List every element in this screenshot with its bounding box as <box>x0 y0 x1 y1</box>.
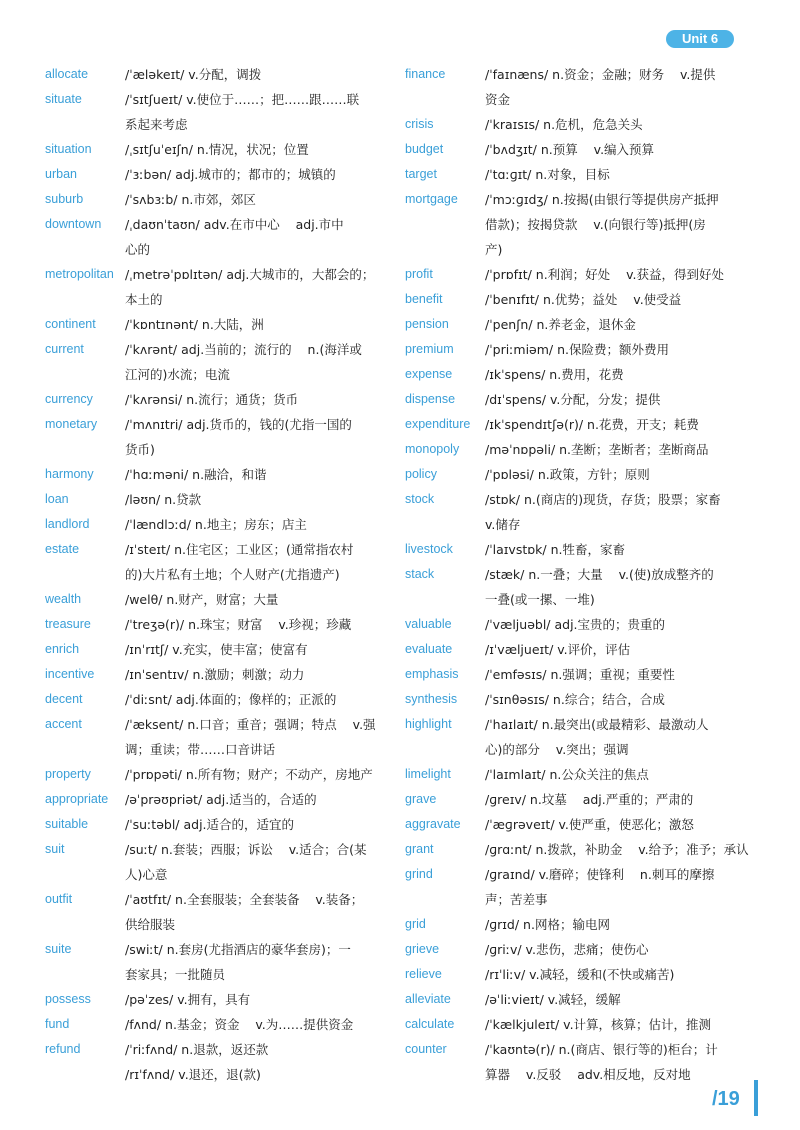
vocab-word: treasure <box>45 617 91 631</box>
vocab-entry <box>405 612 750 637</box>
vocab-word: policy <box>405 467 437 481</box>
vocab-definition: /ɪkˈspendɪtʃə(r)/ n.花费，开支；耗费 <box>485 417 699 432</box>
vocab-word: finance <box>405 67 446 81</box>
vocab-entry <box>45 887 390 937</box>
vocab-entry <box>45 837 390 887</box>
vocab-definition: /ˈæɡrəveɪt/ v.使严重，使恶化；激怒 <box>485 817 694 832</box>
vocab-word: incentive <box>45 667 95 681</box>
vocab-word: estate <box>45 542 80 556</box>
vocab-word: stock <box>405 492 435 506</box>
vocab-entry <box>405 62 750 112</box>
vocab-entry <box>405 987 750 1012</box>
vocab-entry <box>45 337 390 387</box>
vocab-entry <box>405 137 750 162</box>
vocab-word: stack <box>405 567 435 581</box>
vocab-entry <box>45 137 390 162</box>
vocab-definition: /ˈpriːmiəm/ n.保险费；额外费用 <box>485 342 670 357</box>
vocab-definition: /rɪˈfʌnd/ v.退还，退(款) <box>125 1067 261 1082</box>
vocab-definition: /rɪˈliːv/ v.减轻，缓和(不快或痛苦) <box>485 967 675 982</box>
vocab-entry <box>405 687 750 712</box>
vocab-entry <box>45 387 390 412</box>
vocab-definition: /ˈhɑːməni/ n.融洽，和谐 <box>125 467 267 482</box>
vocab-entry <box>405 162 750 187</box>
vocab-definition: /ˈsʌbɜːb/ n.市郊，郊区 <box>125 192 256 207</box>
vocab-definition: /ɡreɪv/ n.坟墓 adj.严重的；严肃的 <box>485 792 694 807</box>
vocab-word: profit <box>405 267 433 281</box>
vocab-entry <box>405 1012 750 1037</box>
vocab-definition: /ˈtreʒə(r)/ n.珠宝；财富 v.珍视；珍藏 <box>125 617 352 632</box>
vocab-word: situation <box>45 142 92 156</box>
vocab-definition: /ˈlændlɔːd/ n.地主；房东；店主 <box>125 517 307 532</box>
vocab-word: highlight <box>405 717 452 731</box>
vocab-entry <box>45 762 390 787</box>
vocab-word: expenditure <box>405 417 471 431</box>
vocab-entry <box>405 112 750 137</box>
vocab-entry <box>45 487 390 512</box>
vocab-definition: /ˈsɪtʃueɪt/ v.使位于……；把……跟……联 系起来考虑 <box>125 92 360 132</box>
vocab-word: expense <box>405 367 453 381</box>
vocab-definition: /ˈhaɪlaɪt/ n.最突出(或最精彩、最激动人 心)的部分 v.突出；强调 <box>485 717 709 757</box>
vocab-word: limelight <box>405 767 451 781</box>
vocab-word: suit <box>45 842 65 856</box>
vocab-definition: /ˈlaɪvstɒk/ n.牲畜，家畜 <box>485 542 625 557</box>
vocab-entry <box>405 337 750 362</box>
vocab-word: accent <box>45 717 82 731</box>
vocab-definition: /ˈsɪnθəsɪs/ n.综合；结合，合成 <box>485 692 665 707</box>
vocab-definition: /ɪnˈsentɪv/ n.激励；刺激；动力 <box>125 667 305 682</box>
vocab-entry <box>405 812 750 837</box>
vocab-definition: /fʌnd/ n.基金；资金 v.为……提供资金 <box>125 1017 354 1032</box>
vocab-entry <box>45 612 390 637</box>
vocab-word: grieve <box>405 942 440 956</box>
vocab-entry <box>45 187 390 212</box>
vocab-entry <box>45 512 390 537</box>
vocab-definition: /ˈkʌrənt/ adj.当前的；流行的 n.(海洋或 江河的)水流；电流 <box>125 342 362 382</box>
vocab-entry <box>45 787 390 812</box>
vocab-word: refund <box>45 1042 81 1056</box>
vocab-definition: /ˈfaɪnæns/ n.资金；金融；财务 v.提供 资金 <box>485 67 716 107</box>
vocab-word: calculate <box>405 1017 455 1031</box>
vocab-definition: /ˈæksent/ n.口音；重音；强调；特点 v.强 调；重读；带……口音讲话 <box>125 717 376 757</box>
vocab-definition: /ˈkʌrənsi/ n.流行；通货；货币 <box>125 392 299 407</box>
vocab-entry <box>45 812 390 837</box>
vocab-word: loan <box>45 492 69 506</box>
vocab-word: synthesis <box>405 692 458 706</box>
vocab-definition: /ˈdiːsnt/ adj.体面的；像样的；正派的 <box>125 692 337 707</box>
vocab-entry <box>45 312 390 337</box>
vocab-definition: /ˈriːfʌnd/ n.退款，返还款 <box>125 1042 269 1057</box>
vocab-word: continent <box>45 317 96 331</box>
vocab-definition: /məˈnɒpəli/ n.垄断；垄断者；垄断商品 <box>485 442 709 457</box>
vocab-definition: /suːt/ n.套装；西服；诉讼 v.适合；合(某 人)心意 <box>125 842 367 882</box>
vocab-definition: /dɪˈspens/ v.分配，分发；提供 <box>485 392 661 407</box>
vocab-word: budget <box>405 142 444 156</box>
vocab-word: grave <box>405 792 437 806</box>
vocab-word: emphasis <box>405 667 459 681</box>
vocab-definition: /ɪnˈrɪtʃ/ v.充实，使丰富；使富有 <box>125 642 308 657</box>
vocab-entry <box>405 487 750 537</box>
vocab-entry <box>45 637 390 662</box>
vocab-definition: /ˈæləkeɪt/ v.分配，调拨 <box>125 67 262 82</box>
vocab-word: grid <box>405 917 426 931</box>
vocab-word: alleviate <box>405 992 451 1006</box>
vocab-entry <box>45 87 390 137</box>
vocab-definition: /ˈlaɪmlaɪt/ n.公众关注的焦点 <box>485 767 649 782</box>
vocab-definition: /ˈpɒləsi/ n.政策，方针；原则 <box>485 467 650 482</box>
vocab-entry <box>405 662 750 687</box>
left-column <box>45 62 390 1087</box>
vocab-word: decent <box>45 692 83 706</box>
vocab-entry <box>45 162 390 187</box>
vocab-entry <box>45 687 390 712</box>
vocab-entry <box>45 412 390 462</box>
vocab-entry <box>405 937 750 962</box>
vocab-entry <box>45 1037 390 1062</box>
vocab-definition: /ˈbenɪfɪt/ n.优势；益处 v.使受益 <box>485 292 682 307</box>
vocab-word: fund <box>45 1017 70 1031</box>
vocab-definition: /stɒk/ n.(商店的)现货，存货；股票；家畜 v.储存 <box>485 492 721 532</box>
vocab-definition: /ləʊn/ n.贷款 <box>125 492 202 507</box>
vocab-word: crisis <box>405 117 434 131</box>
vocab-entry <box>45 712 390 762</box>
vocab-definition: /əˈliːvieɪt/ v.减轻，缓解 <box>485 992 621 1007</box>
vocab-definition: /ˈpenʃn/ n.养老金，退休金 <box>485 317 636 332</box>
vocab-definition: /ˈvæljuəbl/ adj.宝贵的；贵重的 <box>485 617 666 632</box>
vocab-entry <box>45 937 390 987</box>
vocab-entry <box>405 862 750 912</box>
vocab-word: downtown <box>45 217 102 231</box>
vocab-entry <box>405 187 750 262</box>
vocab-definition: /ˈprɒpəti/ n.所有物；财产；不动产，房地产 <box>125 767 373 782</box>
vocab-word: wealth <box>45 592 82 606</box>
page-bar <box>754 1080 758 1116</box>
vocab-entry <box>405 912 750 937</box>
vocab-word: appropriate <box>45 792 109 806</box>
vocab-word: current <box>45 342 84 356</box>
vocab-definition: /ɡraɪnd/ v.磨碎；使锋利 n.刺耳的摩擦 声；苦差事 <box>485 867 715 907</box>
vocab-word: aggravate <box>405 817 461 831</box>
vocab-word: possess <box>45 992 91 1006</box>
vocab-word: target <box>405 167 437 181</box>
vocab-word: counter <box>405 1042 447 1056</box>
vocab-word: enrich <box>45 642 80 656</box>
vocab-definition: /ɡriːv/ v.悲伤，悲痛；使伤心 <box>485 942 649 957</box>
vocab-entry <box>405 562 750 612</box>
vocab-definition: /ˈɜːbən/ adj.城市的；都市的；城镇的 <box>125 167 336 182</box>
vocab-definition: /ˌdaʊnˈtaʊn/ adv.在市中心 adj.市中 心的 <box>125 217 344 257</box>
vocab-word: relieve <box>405 967 442 981</box>
vocab-definition: /ˈkælkjuleɪt/ v.计算，核算；估计，推测 <box>485 1017 712 1032</box>
vocab-word: dispense <box>405 392 456 406</box>
vocab-word: grind <box>405 867 433 881</box>
vocab-entry <box>45 537 390 587</box>
vocab-definition: /ˈmʌnɪtri/ adj.货币的，钱的(尤指一国的 货币) <box>125 417 352 457</box>
vocab-entry <box>45 262 390 312</box>
vocab-definition: /ˈkaʊntə(r)/ n.(商店、银行等的)柜台；计 算器 v.反驳 adv.相反地，反对地 <box>485 1042 718 1082</box>
vocab-word: metropolitan <box>45 267 114 281</box>
vocab-entry <box>45 1012 390 1037</box>
vocab-definition: /ˈbʌdʒɪt/ n.预算 v.编入预算 <box>485 142 655 157</box>
vocab-definition: /swiːt/ n.套房(尤指酒店的豪华套房)；一 套家具；一批随员 <box>125 942 351 982</box>
vocab-definition: /ˌmetrəˈpɒlɪtən/ adj.大城市的，大都会的； 本土的 <box>125 267 375 307</box>
vocab-definition: /ˈkɒntɪnənt/ n.大陆，洲 <box>125 317 264 332</box>
vocab-definition: /ˈtɑːɡɪt/ n.对象，目标 <box>485 167 610 182</box>
vocab-entry <box>405 437 750 462</box>
vocab-word: property <box>45 767 91 781</box>
vocab-entry <box>45 987 390 1012</box>
vocab-definition: /ɡrɑːnt/ n.拨款，补助金 v.给予；准予；承认 <box>485 842 749 857</box>
page-number: /19 <box>712 1088 740 1110</box>
vocab-entry <box>45 587 390 612</box>
vocab-word: pension <box>405 317 449 331</box>
vocab-definition: /ˈprɒfɪt/ n.利润；好处 v.获益，得到好处 <box>485 267 724 282</box>
vocab-definition: /ˈsuːtəbl/ adj.适合的，适宜的 <box>125 817 295 832</box>
vocab-definition: /ˈemfəsɪs/ n.强调；重视；重要性 <box>485 667 675 682</box>
vocab-entry <box>45 62 390 87</box>
vocab-word: landlord <box>45 517 90 531</box>
vocab-definition: /ˈkraɪsɪs/ n.危机，危急关头 <box>485 117 643 132</box>
vocab-definition: /ɡrɪd/ n.网格；输电网 <box>485 917 610 932</box>
vocab-definition: /ɪˈsteɪt/ n.住宅区；工业区；(通常指农村 的)大片私有土地；个人财产(尤指遗产) <box>125 542 354 582</box>
vocab-word: evaluate <box>405 642 453 656</box>
vocab-entry <box>45 662 390 687</box>
vocab-entry <box>405 362 750 387</box>
vocab-entry <box>45 1062 390 1087</box>
vocab-word: currency <box>45 392 93 406</box>
vocab-word: benefit <box>405 292 443 306</box>
vocab-entry <box>405 387 750 412</box>
vocab-definition: /ɪˈvæljueɪt/ v.评价，评估 <box>485 642 631 657</box>
vocab-entry <box>405 712 750 762</box>
vocab-entry <box>45 462 390 487</box>
vocab-word: monetary <box>45 417 98 431</box>
vocab-definition: /welθ/ n.财产，财富；大量 <box>125 592 279 607</box>
unit-badge: Unit 6 <box>666 30 734 48</box>
vocab-definition: /ˌsɪtʃuˈeɪʃn/ n.情况，状况；位置 <box>125 142 309 157</box>
vocab-word: livestock <box>405 542 453 556</box>
vocab-word: valuable <box>405 617 452 631</box>
vocab-definition: /ˈmɔːɡɪdʒ/ n.按揭(由银行等提供房产抵押 借款)；按揭贷款 v.(向银行等)抵押(房 产) <box>485 192 719 257</box>
vocab-word: suitable <box>45 817 89 831</box>
vocab-entry <box>405 837 750 862</box>
vocab-definition: /ɪkˈspens/ n.费用，花费 <box>485 367 624 382</box>
vocab-entry <box>405 287 750 312</box>
vocab-entry <box>405 412 750 437</box>
vocab-word: situate <box>45 92 82 106</box>
vocab-entry <box>405 787 750 812</box>
vocab-entry <box>45 212 390 262</box>
vocab-word: harmony <box>45 467 94 481</box>
vocab-entry <box>405 762 750 787</box>
vocab-word: mortgage <box>405 192 458 206</box>
vocab-entry <box>405 637 750 662</box>
vocab-word: urban <box>45 167 77 181</box>
vocab-entry <box>405 262 750 287</box>
vocab-word: monopoly <box>405 442 460 456</box>
vocab-word: suite <box>45 942 72 956</box>
vocab-word: outfit <box>45 892 73 906</box>
vocab-word: allocate <box>45 67 89 81</box>
vocab-entry <box>405 537 750 562</box>
vocab-definition: /stæk/ n.一叠；大量 v.(使)放成整齐的 一叠(或一摞、一堆) <box>485 567 714 607</box>
vocab-entry <box>405 962 750 987</box>
vocab-word: suburb <box>45 192 84 206</box>
vocab-definition: /ˈaʊtfɪt/ n.全套服装；全套装备 v.装备； 供给服装 <box>125 892 364 932</box>
vocab-definition: /əˈprəʊpriət/ adj.适当的，合适的 <box>125 792 317 807</box>
vocab-entry <box>405 1037 750 1087</box>
vocab-entry <box>405 462 750 487</box>
vocab-word: grant <box>405 842 434 856</box>
vocab-definition: /pəˈzes/ v.拥有，具有 <box>125 992 251 1007</box>
vocab-entry <box>405 312 750 337</box>
vocab-word: premium <box>405 342 454 356</box>
right-column <box>405 62 750 1087</box>
